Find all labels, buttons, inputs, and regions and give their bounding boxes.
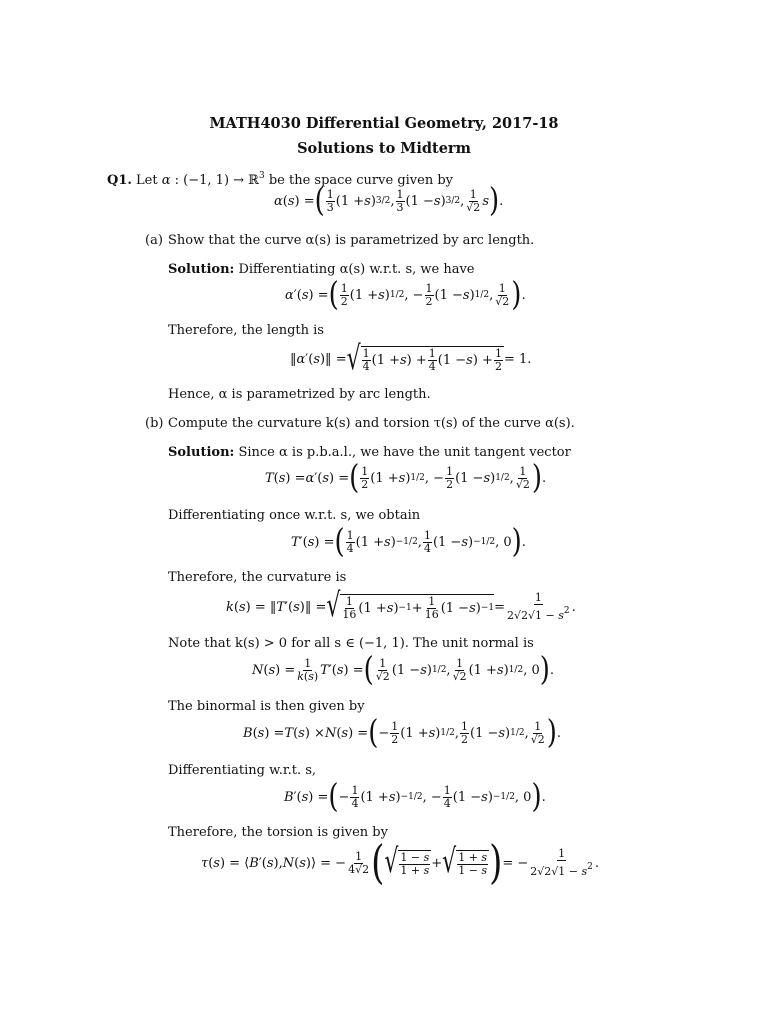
part-b-text: Compute the curvature k(s) and torsion τ(s) of the curve α(s). xyxy=(168,416,575,431)
part-a-conclusion: Hence, α is parametrized by arc length. xyxy=(168,387,431,402)
length-text: Therefore, the length is xyxy=(168,323,324,338)
equation-binormal-prime: B ′( s ) = ( − $\frac{1}{4}$ (1 + s ) −1/2 , − $\frac{1}{4}$ (1 − s ) −1/2 , 0 ) . xyxy=(284,778,546,816)
document-subtitle: Solutions to Midterm xyxy=(297,140,471,157)
equation-alpha: α ( s ) = ( $\frac{1}{3}$ (1 + s ) 3/2 , $\frac{1}{3}$ (1 − s ) 3/2 , $\frac{1}{√2}$ s ) . xyxy=(274,182,504,220)
part-a-label: (a) xyxy=(145,233,163,248)
intro-suffix: be the space curve given by xyxy=(268,173,454,188)
question-1-intro: Q1. Let α : (−1, 1) → ℝ$^3$ be the space curve given by xyxy=(107,171,454,188)
part-a-text: Show that the curve α(s) is parametrized by arc length. xyxy=(168,233,535,248)
diff-once-text: Differentiating once w.r.t. s, we obtain xyxy=(168,508,421,523)
equation-curvature: k ( s ) = ‖ T ′( s )‖ = √ $\frac{1}{16}$ (1 + s ) −1 + $\frac{1}{16}$ (1 − s ) −1 = $\frac{1}{2√2√1 - s^2}$ . xyxy=(226,587,576,625)
document-title: MATH4030 Differential Geometry, 2017-18 xyxy=(209,115,559,132)
solution-text: Since α is p.b.a.l., we have the unit tangent vector xyxy=(238,445,571,460)
solution-text: Differentiating α(s) w.r.t. s, we have xyxy=(238,262,475,277)
normal-text: Note that k(s) > 0 for all s ∈ (−1, 1). The unit normal is xyxy=(168,636,534,651)
equation-tangent-prime: T ′( s ) = ( $\frac{1}{4}$ (1 + s ) −1/2 , $\frac{1}{4}$ (1 − s ) −1/2 , 0 ) . xyxy=(291,523,526,561)
equation-torsion: τ ( s ) = ⟨ B ′( s ), N ( s )⟩ = − $\frac{1}{4√2}$ ( √ $\frac{1 - s}{1 + s}$ + √ $\frac{1 + s}{1 - s}$ ) = − $\frac{1}{2√2√1 - s^2}$ . xyxy=(201,836,600,890)
torsion-text: Therefore, the torsion is given by xyxy=(168,825,388,840)
part-a-solution xyxy=(168,262,475,278)
equation-alpha-prime: α ′( s ) = ( $\frac{1}{2}$ (1 + s ) 1/2 , − $\frac{1}{2}$ (1 − s ) 1/2 , $\frac{1}{√2}$ ) . xyxy=(285,276,526,314)
equation-norm: ‖ α ′( s )‖ = √ $\frac{1}{4}$ (1 + s ) + $\frac{1}{4}$ (1 − s ) + $\frac{1}{2}$ = 1. xyxy=(290,340,532,378)
binormal-text: The binormal is then given by xyxy=(168,699,365,714)
intro-prefix: Let xyxy=(136,173,158,188)
curvature-text: Therefore, the curvature is xyxy=(168,570,347,585)
part-b-label: (b) xyxy=(145,416,164,431)
question-label: Q1. xyxy=(107,173,132,188)
equation-binormal: B ( s ) = T ( s ) × N ( s ) = ( − $\frac{1}{2}$ (1 + s ) 1/2 , $\frac{1}{2}$ (1 − s ) 1/2 , $\frac{1}{√2}$ ) . xyxy=(243,714,562,752)
diff-wrt-text: Differentiating w.r.t. s, xyxy=(168,763,317,778)
solution-label: Solution: xyxy=(168,445,235,460)
part-b-solution xyxy=(168,445,571,461)
equation-tangent: T ( s ) = α ′( s ) = ( $\frac{1}{2}$ (1 + s ) 1/2 , − $\frac{1}{2}$ (1 − s ) 1/2 , $\frac{1}{√2}$ ) . xyxy=(265,459,547,497)
solution-label: Solution: xyxy=(168,262,235,277)
equation-normal: N ( s ) = $\frac{1}{k(s)}$ T ′( s ) = ( $\frac{1}{√2}$ (1 − s ) 1/2 , $\frac{1}{√2}$ (1 + s ) 1/2 , 0 ) . xyxy=(252,651,555,689)
